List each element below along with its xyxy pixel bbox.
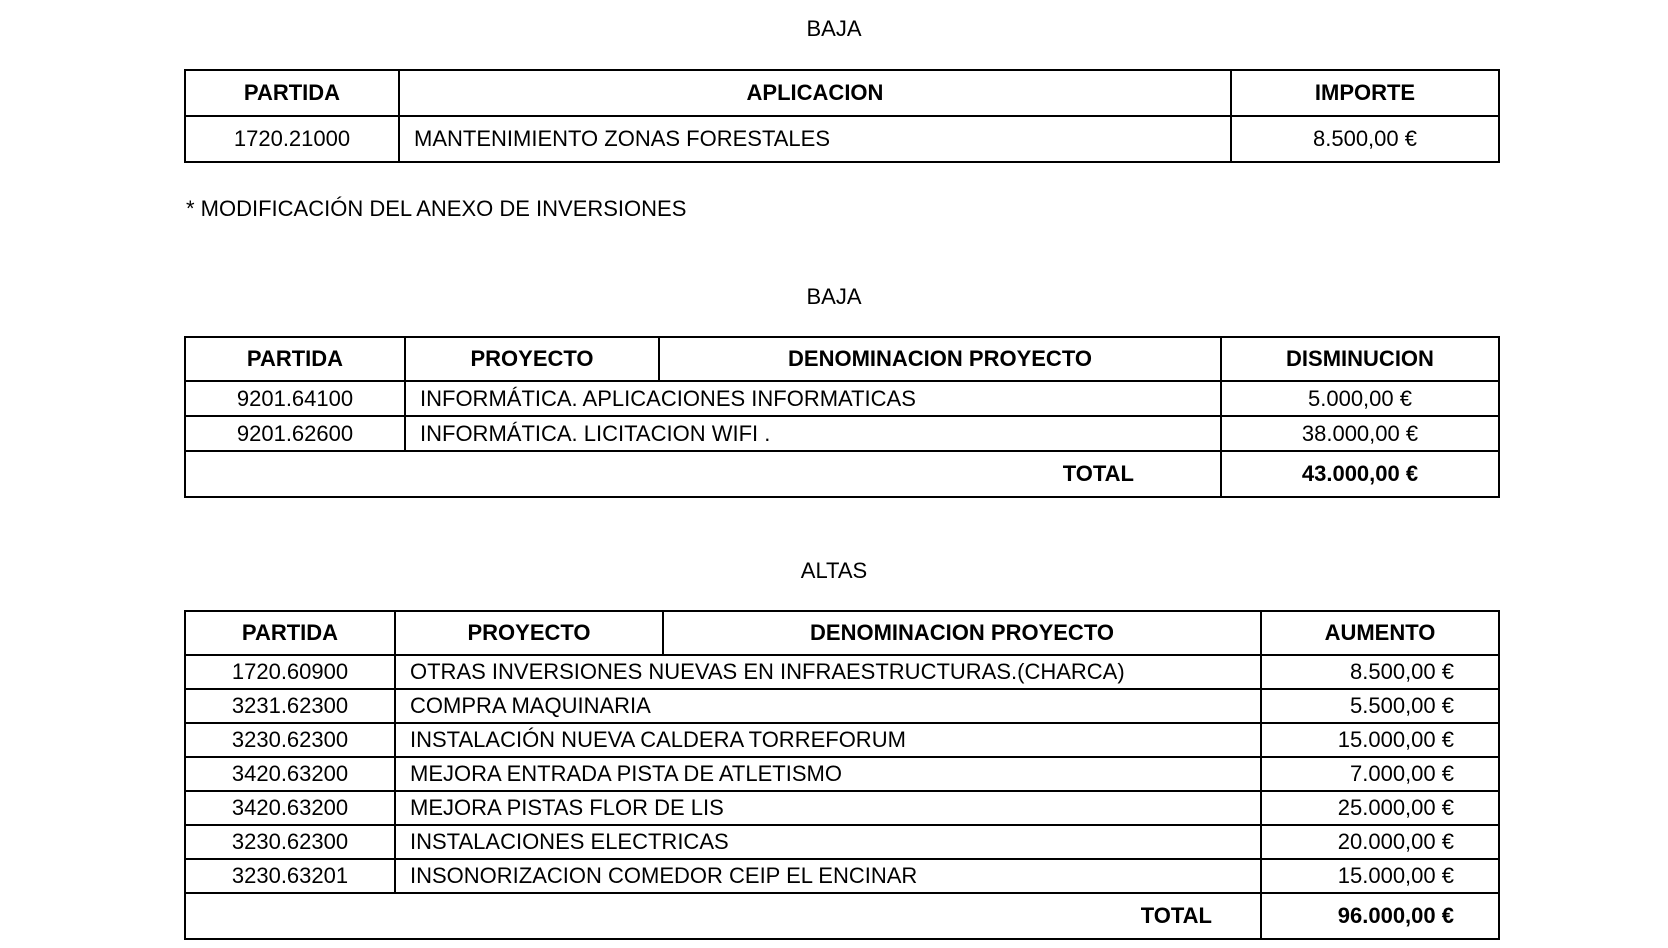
denominacion-cell: INFORMÁTICA. LICITACION WIFI . [405, 416, 1221, 451]
partida-cell: 3230.62300 [185, 723, 395, 757]
aumento-table [184, 610, 1500, 940]
partida-cell: 3230.63201 [185, 859, 395, 893]
amount-cell: 15.000,00 € [1261, 859, 1499, 893]
header-partida: PARTIDA [185, 611, 395, 655]
amount-cell: 38.000,00 € [1221, 416, 1499, 451]
table-row [185, 859, 1499, 893]
table-row [185, 116, 1499, 162]
total-label: TOTAL [185, 451, 1221, 497]
denominacion-cell: MEJORA PISTAS FLOR DE LIS [395, 791, 1261, 825]
amount-cell: 20.000,00 € [1261, 825, 1499, 859]
amount-cell: 15.000,00 € [1261, 723, 1499, 757]
table-row [185, 416, 1499, 451]
header-aumento: AUMENTO [1261, 611, 1499, 655]
header-denominacion: DENOMINACION PROYECTO [663, 611, 1261, 655]
table-row [185, 791, 1499, 825]
partida-cell: 3420.63200 [185, 791, 395, 825]
total-value: 43.000,00 € [1221, 451, 1499, 497]
aplicacion-cell: MANTENIMIENTO ZONAS FORESTALES [399, 116, 1231, 162]
denominacion-cell: INSTALACIONES ELECTRICAS [395, 825, 1261, 859]
partida-cell: 9201.62600 [185, 416, 405, 451]
table-header-row [185, 70, 1499, 116]
note-modificacion: * MODIFICACIÓN DEL ANEXO DE INVERSIONES [186, 196, 687, 221]
partida-cell: 3231.62300 [185, 689, 395, 723]
amount-cell: 7.000,00 € [1261, 757, 1499, 791]
header-partida: PARTIDA [185, 337, 405, 381]
amount-cell: 8.500,00 € [1261, 655, 1499, 689]
aplicacion-table [184, 69, 1500, 163]
header-partida: PARTIDA [185, 70, 399, 116]
table-header-row [185, 337, 1499, 381]
section-title-baja-2: BAJA [806, 284, 862, 309]
partida-cell: 9201.64100 [185, 381, 405, 416]
denominacion-cell: INSONORIZACION COMEDOR CEIP EL ENCINAR [395, 859, 1261, 893]
amount-cell: 25.000,00 € [1261, 791, 1499, 825]
section-title-altas: ALTAS [800, 558, 868, 583]
denominacion-cell: OTRAS INVERSIONES NUEVAS EN INFRAESTRUCTURAS.(CHARCA) [395, 655, 1261, 689]
table-header-row [185, 611, 1499, 655]
importe-cell: 8.500,00 € [1231, 116, 1499, 162]
header-proyecto: PROYECTO [405, 337, 659, 381]
table-row [185, 381, 1499, 416]
header-denominacion: DENOMINACION PROYECTO [659, 337, 1221, 381]
table-row [185, 689, 1499, 723]
amount-cell: 5.500,00 € [1261, 689, 1499, 723]
denominacion-cell: COMPRA MAQUINARIA [395, 689, 1261, 723]
amount-cell: 5.000,00 € [1221, 381, 1499, 416]
table-row [185, 723, 1499, 757]
total-row [185, 451, 1499, 497]
header-aplicacion: APLICACION [399, 70, 1231, 116]
header-importe: IMPORTE [1231, 70, 1499, 116]
partida-cell: 1720.21000 [185, 116, 399, 162]
disminucion-table [184, 336, 1500, 498]
header-proyecto: PROYECTO [395, 611, 663, 655]
table-row [185, 655, 1499, 689]
total-value: 96.000,00 € [1261, 893, 1499, 939]
table-row [185, 825, 1499, 859]
denominacion-cell: INSTALACIÓN NUEVA CALDERA TORREFORUM [395, 723, 1261, 757]
table-row [185, 757, 1499, 791]
denominacion-cell: MEJORA ENTRADA PISTA DE ATLETISMO [395, 757, 1261, 791]
partida-cell: 1720.60900 [185, 655, 395, 689]
section-title-baja-1: BAJA [806, 16, 862, 41]
header-disminucion: DISMINUCION [1221, 337, 1499, 381]
partida-cell: 3420.63200 [185, 757, 395, 791]
total-label: TOTAL [185, 893, 1261, 939]
partida-cell: 3230.62300 [185, 825, 395, 859]
total-row [185, 893, 1499, 939]
denominacion-cell: INFORMÁTICA. APLICACIONES INFORMATICAS [405, 381, 1221, 416]
